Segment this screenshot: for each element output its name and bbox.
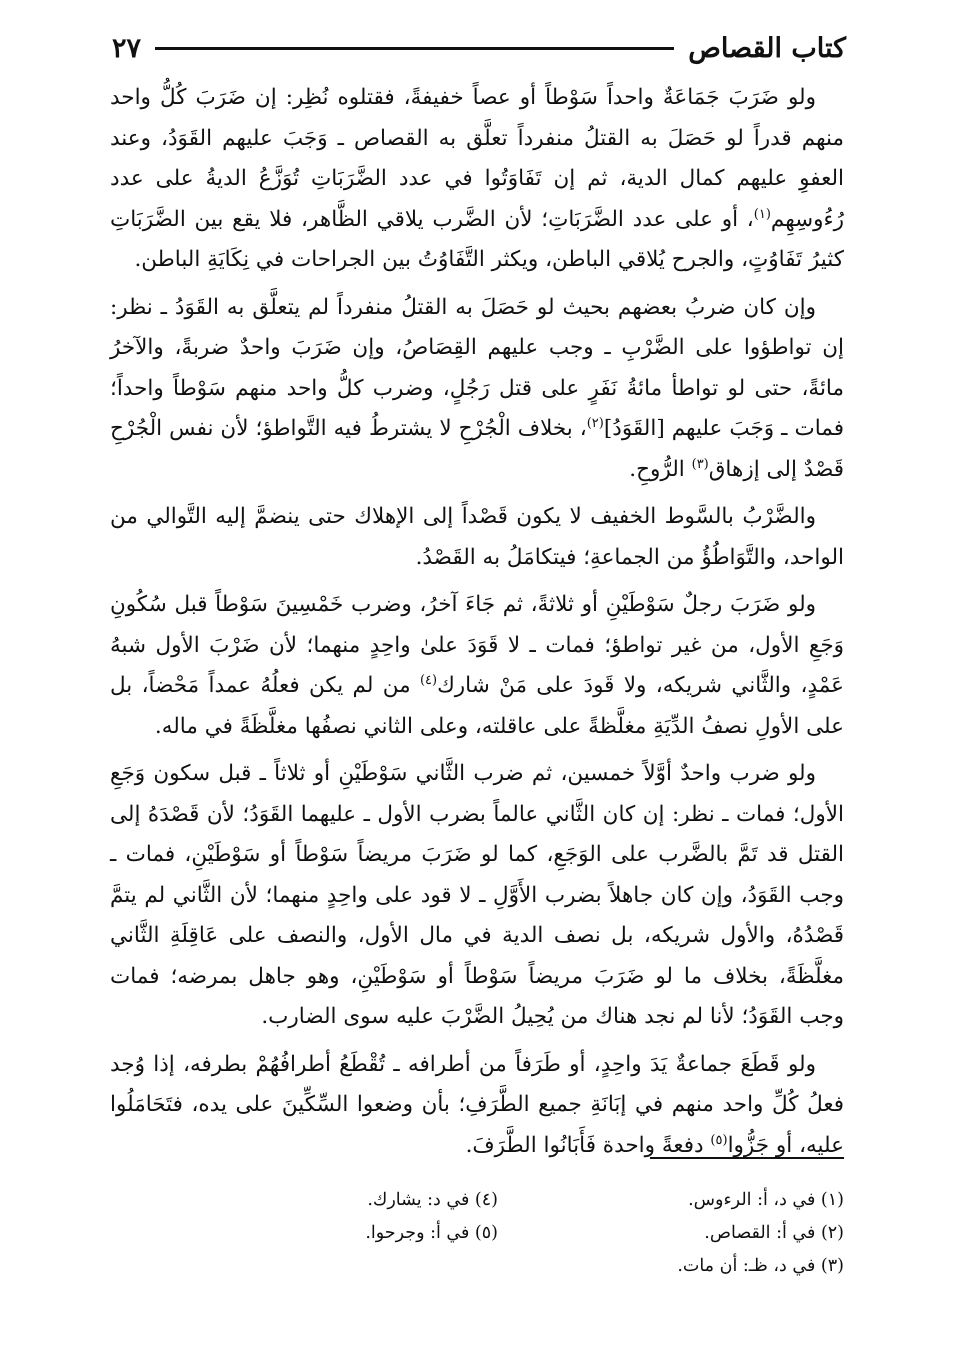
paragraph-text: من لم يكن فعلُهُ عمداً مَحْضاً، بل على الأولِ نصفُ الدِّيَةِ مغلَّظةً على عاقلته، وعلى الثاني نصفُها مغلَّظَةً في ماله. (110, 673, 844, 739)
footnote-reference: (٥) (710, 1132, 728, 1148)
paragraph-text: ولو ضرب واحدٌ أوَّلاً خمسين، ثم ضرب الثَّاني سَوْطَيْنِ أو ثلاثاً ـ قبل سكون وَجَعِ الأول؛ فمات ـ نظر: إن كان الثَّاني عالماً بضرب الأول ـ عليهما القَوَدُ؛ لأن قَصْدَهُ إلى القتل قد تَمَّ بالضَّرب على الوَجَعِ، كما لو ضَرَبَ مريضاً سَوْطاً أو سَوْطَيْنِ، فمات ـ وجب القَوَدُ، وإن كان جاهلاً بضرب الأَوَّلِ ـ لا قود على واحِدٍ منهما؛ لأن الثَّاني لم يتمَّ قَصْدُهُ، والأول شريكه، بل نصف الدية في مال الأول، والنصف على عَاقِلَةِ الثَّاني مغلَّظَةً، بخلاف ما لو ضَرَبَ مريضاً سَوْطاً أو سَوْطَيْنِ، وهو جاهل بمرضه؛ فمات وجب القَوَدُ؛ لأنا لم نجد هناك من يُحِيلُ الضَّرْبَ عليه سوى الضارب. (110, 761, 844, 1029)
header-rule (155, 47, 674, 50)
paragraph (110, 78, 844, 281)
paragraph-text: وإن كان ضربُ بعضهم بحيث لو حَصَلَ به القتلُ منفرداً لم يتعلَّق به القَوَدُ ـ نظر: إن تواطؤوا على الضَّرْبِ ـ وجب عليهم القِصَاصُ، وإن ضَرَبَ واحدٌ ضربةً، والآخرُ مائةً، حتى لو تواطأ مائةُ نَفَرٍ على قتل رَجُلٍ، وضرب كلُّ واحد منهم سَوْطاً واحداً؛ فمات ـ وَجَبَ عليهم [القَوَدُ] (110, 294, 844, 441)
paragraph (110, 1045, 844, 1167)
footnote-separator (650, 1157, 844, 1159)
footnotes-column-right (544, 1184, 844, 1283)
page-number: ٢٧ (112, 32, 142, 64)
main-text (110, 78, 844, 1173)
paragraph-text: ولو ضَرَبَ جَمَاعَةٌ واحداً سَوْطاً أو عصاً خفيفةً، فقتلوه نُظِر: إن ضَرَبَ كُلُّ واحد منهم قدراً لو حَصَلَ به القتلُ منفرداً تعلَّق به القصاص ـ وَجَبَ عليهم القَوَدُ، وعند العفوِ عليهم كمال الدية، ثم إن تَفَاوَتُوا في عدد الضَّرَبَاتِ تُوَزَّعُ الديةُ على عدد رُءُوسِهِم (110, 85, 844, 232)
footnote-reference: (٢) (586, 415, 604, 431)
footnote: (١) في د، أ: الرءوس. (688, 1190, 844, 1210)
footnote: (٤) في د: يشارك. (367, 1190, 498, 1210)
book-title: كتاب القصاص (688, 32, 846, 64)
paragraph (110, 497, 844, 578)
running-header (112, 28, 846, 68)
footnote-reference: (٤) (419, 672, 438, 688)
footnote-reference: (٣) (691, 456, 709, 472)
paragraph (110, 288, 844, 491)
paragraph-text: ، بخلاف الْجُرْحِ لا يشترطُ فيه التَّواطؤ؛ لأن نفس الْجُرْحِ قَصْدٌ إلى إزهاق (110, 416, 844, 482)
footnotes-column-left (238, 1184, 498, 1250)
paragraph-text: ولو ضَرَبَ رجلٌ سَوْطَيْنِ أو ثلاثةً، ثم جَاءَ آخرُ، وضرب خَمْسِينَ سَوْطاً قبل سُكُونِ وَجَعِ الأول، من غير تواطؤ؛ فمات ـ لا قَوَدَ علىٰ واحِدٍ منهما؛ لأن ضَرْبَ الأول شبهُ عَمْدٍ، والثَّاني شريكه، ولا قَودَ على مَنْ شارك (110, 592, 844, 698)
paragraph-text: ولو قَطَعَ جماعةٌ يَدَ واحِدٍ، أو طَرَفاً من أطرافه ـ تُقْطَعُ أطرافُهُمْ بطرفه، إذا وُجد فعلُ كُلِّ واحد منهم في إبَانَةِ جميع الطَّرَفِ؛ بأن وضعوا السِّكِّينَ على يده، فتَحَامَلُوا عليه، أو جَزُّوا (110, 1051, 844, 1158)
paragraph-text: ، أو على عدد الضَّرَبَاتِ؛ لأن الضَّرب يلاقي الظَّاهر، فلا يقع بين الضَّرَبَاتِ كثيرُ تَفَاوُتٍ، والجرح يُلاقي الباطن، ويكثر التَّفَاوُتُ بين الجراحات في نِكَايَةِ الباطن. (110, 206, 844, 272)
footnote-reference: (١) (753, 206, 771, 222)
paragraph-text: والضَّرْبُ بالسَّوط الخفيف لا يكون قَصْداً إلى الإهلاك حتى ينضمَّ إليه التَّوالي من الواحد، والتَّوَاطُؤُ من الجماعةِ؛ فيتكامَلُ به القَصْدُ. (110, 504, 844, 570)
paragraph-text: دفعةً واحدة فَأَبَانُوا الطَّرَفَ. (465, 1132, 711, 1158)
footnote: (٣) في د، ظـ: أن مات. (677, 1256, 844, 1276)
paragraph (110, 585, 844, 747)
paragraph (110, 754, 844, 1038)
footnote: (٢) في أ: القصاص. (704, 1223, 844, 1243)
footnote: (٥) في أ: وجرحوا. (365, 1223, 498, 1243)
paragraph-text: الرُّوحِ. (629, 456, 692, 482)
